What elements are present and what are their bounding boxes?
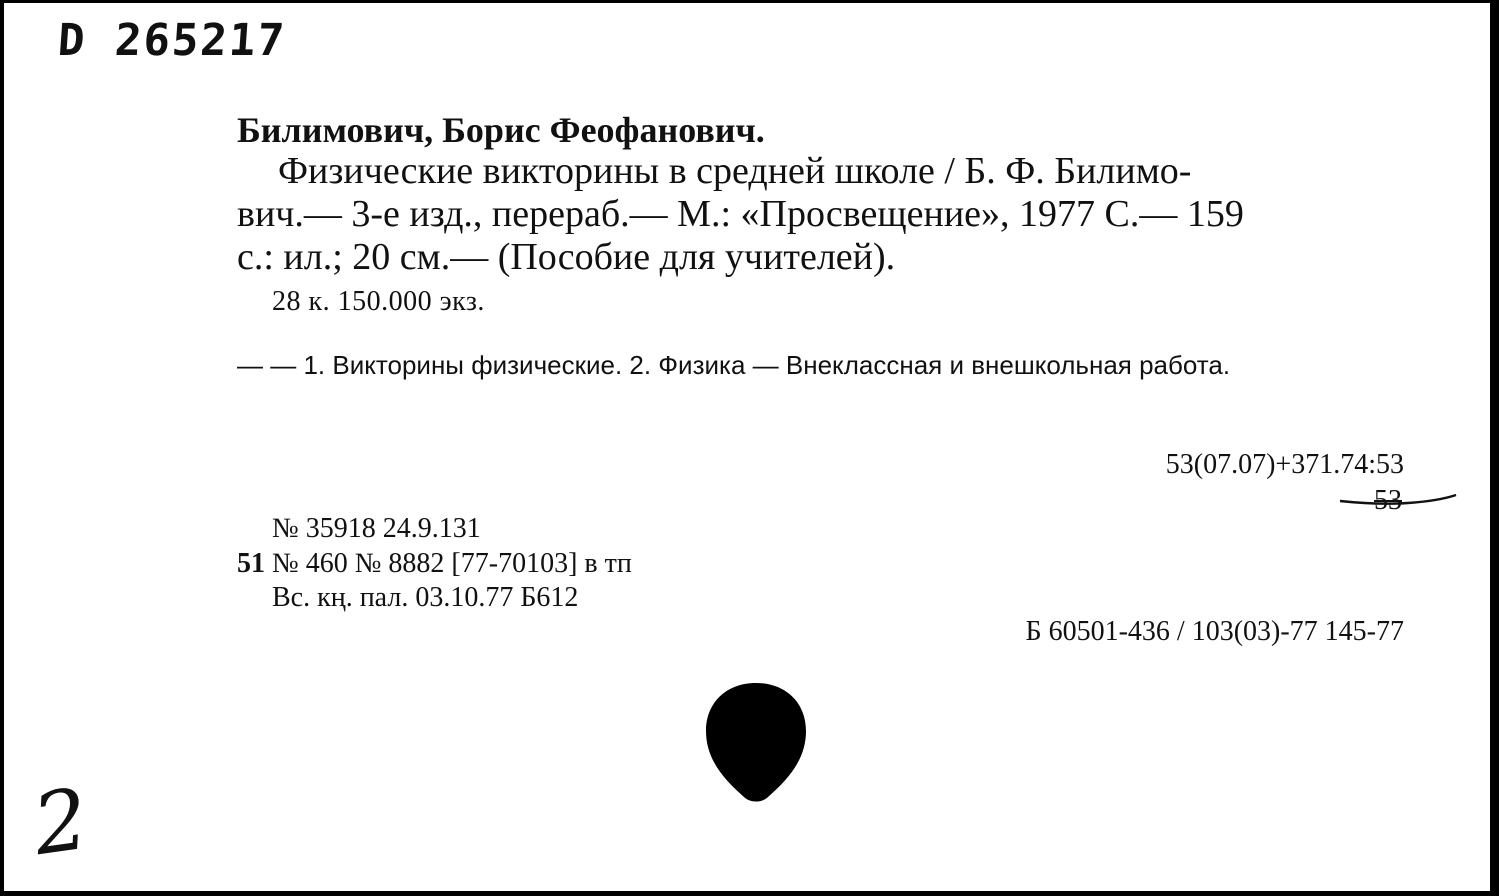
- catalog-card: [4, 3, 1490, 891]
- publisher-line-2-prefix: 51: [237, 548, 265, 579]
- udc-secondary: 53: [1374, 485, 1402, 516]
- publisher-line-3: Вс. кң. пал. 03.10.77 Б612: [272, 582, 579, 613]
- title-line-2: вич.— 3-е изд., перераб.— М.: «Просвещение», 1977 С.— 159: [237, 193, 1244, 235]
- title-line-1: Физические викторины в средней школе / Б. Ф. Билимо-: [278, 150, 1192, 192]
- author-heading: Билимович, Борис Феофанович.: [237, 110, 765, 150]
- subject-headings: — — 1. Викторины физические. 2. Физика — Внеклассная и внешкольная работа.: [237, 350, 1231, 380]
- title-line-3: с.: ил.; 20 см.— (Пособие для учителей).: [237, 236, 896, 278]
- udc-classification: 53(07.07)+371.74:53: [1165, 449, 1404, 480]
- price-print-run: 28 к. 150.000 экз.: [272, 286, 485, 317]
- publisher-line-2-rest: № 460 № 8882 [77-70103] в тп: [265, 548, 632, 579]
- publisher-line-2: [237, 548, 632, 580]
- publisher-line-1: № 35918 24.9.131: [272, 513, 481, 544]
- call-number: D 265217: [56, 15, 288, 66]
- pen-strike-mark: [1338, 491, 1458, 507]
- isbn-code: Б 60501-436 / 103(03)-77 145-77: [1025, 616, 1404, 647]
- handwritten-mark: 2: [27, 769, 95, 875]
- punch-hole: [706, 681, 806, 805]
